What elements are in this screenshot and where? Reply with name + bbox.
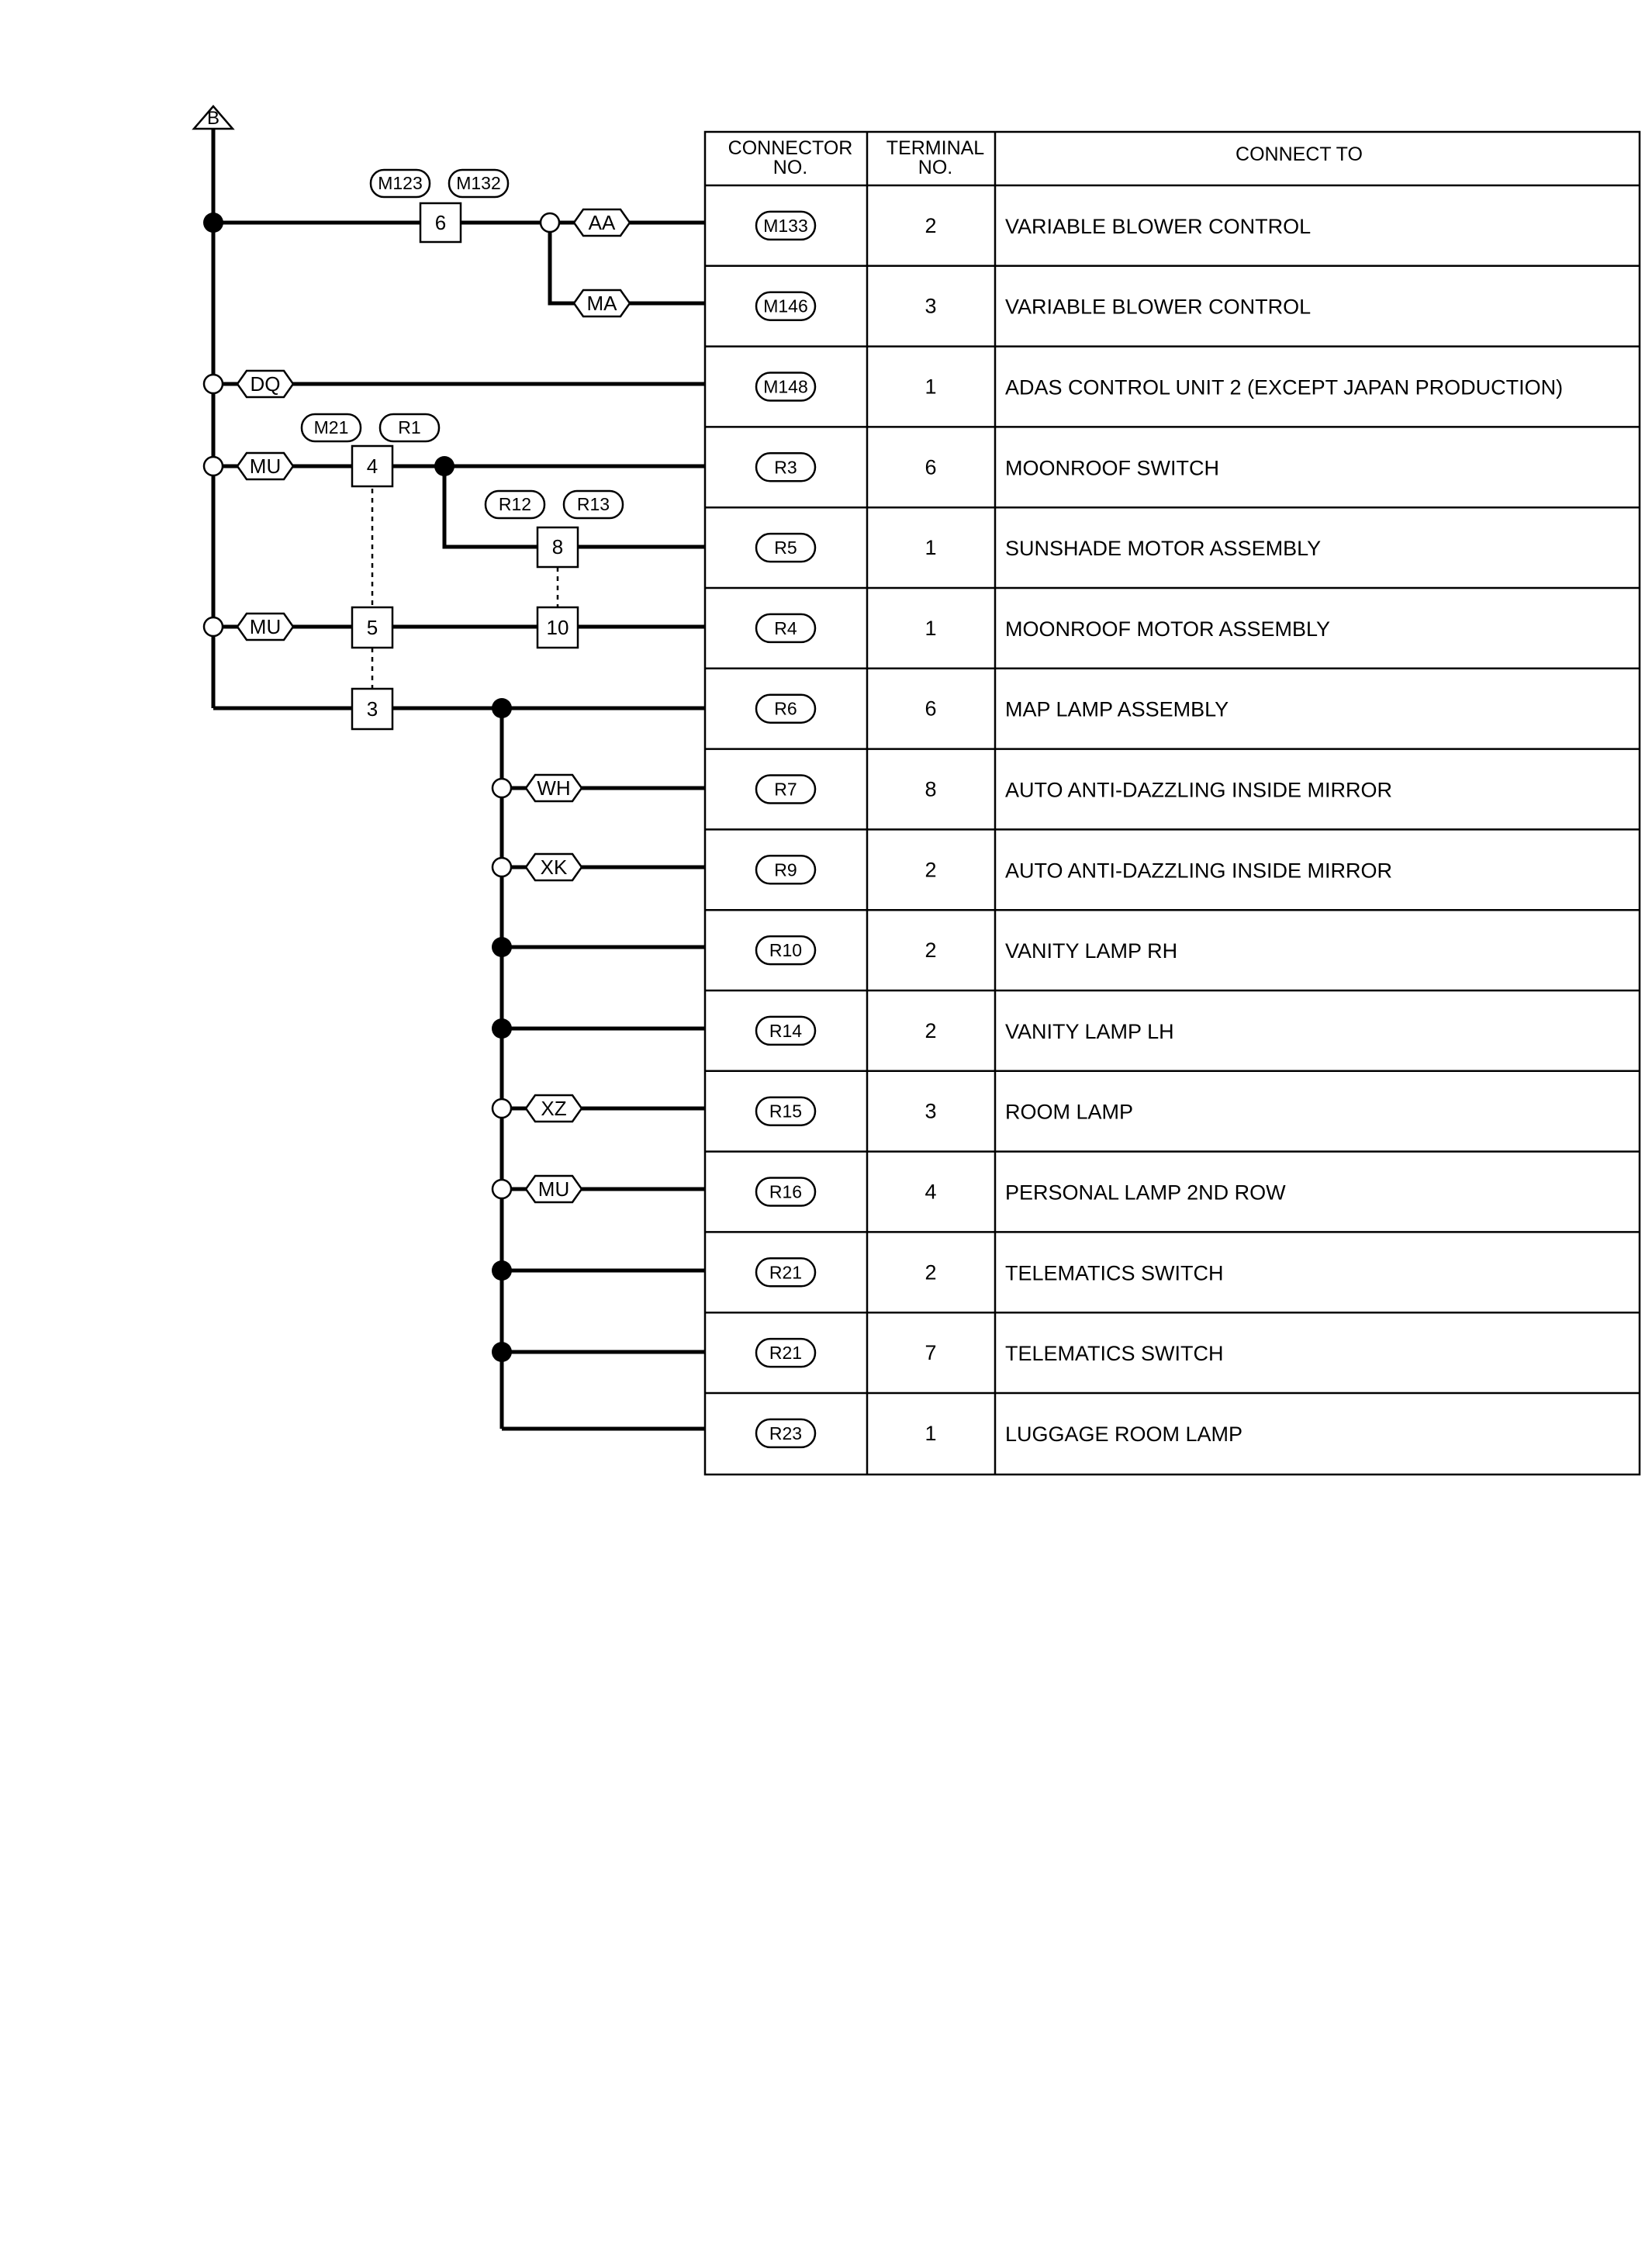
table-row — [756, 1339, 1224, 1367]
svg-text:8: 8 — [551, 535, 564, 558]
svg-text:MA: MA — [586, 292, 617, 315]
svg-text:5: 5 — [366, 616, 378, 639]
connector-number: R6 — [774, 698, 797, 719]
connector-number: R3 — [774, 457, 797, 478]
svg-text:M21: M21 — [313, 417, 349, 437]
connector-number: R5 — [774, 538, 797, 558]
harness-code-wh — [526, 775, 582, 801]
svg-text:3: 3 — [366, 697, 378, 721]
svg-text:MU: MU — [249, 455, 282, 478]
header-terminal-line1: TERMINAL — [886, 137, 985, 159]
header-terminal-line2: NO. — [918, 157, 953, 178]
connect-to-text: SUNSHADE MOTOR ASSEMBLY — [1005, 537, 1322, 561]
connector-number: R7 — [774, 779, 797, 800]
terminal-number: 2 — [924, 858, 937, 882]
connector-number: R16 — [769, 1181, 803, 1202]
svg-text:R1: R1 — [398, 417, 421, 437]
table-row — [756, 856, 1392, 883]
svg-text:R13: R13 — [576, 494, 610, 514]
connect-to-text: TELEMATICS SWITCH — [1005, 1261, 1224, 1285]
terminal-number: 3 — [924, 1099, 937, 1123]
table-row — [756, 373, 1563, 401]
terminal-number: 1 — [924, 616, 937, 640]
svg-text:MU: MU — [249, 615, 282, 638]
header-connector-line2: NO. — [772, 157, 808, 178]
connect-to-text: AUTO ANTI-DAZZLING INSIDE MIRROR — [1005, 778, 1393, 802]
table-row — [756, 614, 1330, 642]
connector-number: R14 — [769, 1020, 803, 1041]
harness-code-dq — [237, 371, 293, 397]
harness-code-ma — [574, 290, 630, 316]
terminal-number: 2 — [924, 1018, 937, 1042]
source-marker-b — [194, 106, 233, 129]
svg-text:XZ: XZ — [541, 1097, 567, 1120]
svg-text:M132: M132 — [456, 173, 501, 193]
connect-to-text: VARIABLE BLOWER CONTROL — [1005, 295, 1312, 319]
connect-to-text: MOONROOF MOTOR ASSEMBLY — [1005, 617, 1331, 641]
svg-text:WH: WH — [537, 776, 571, 800]
connector-number: R10 — [769, 940, 803, 961]
source-label: B — [206, 108, 220, 129]
svg-text:DQ: DQ — [250, 372, 281, 396]
terminal-number: 6 — [924, 455, 937, 479]
terminal-number: 1 — [924, 1421, 937, 1445]
terminal-number: 7 — [924, 1341, 937, 1365]
svg-text:XK: XK — [540, 856, 568, 879]
header-connector-line1: CONNECTOR — [728, 137, 853, 159]
connector-number: M148 — [763, 376, 808, 397]
svg-text:M123: M123 — [378, 173, 423, 193]
table-row — [756, 1178, 1286, 1206]
connect-to-text: LUGGAGE ROOM LAMP — [1005, 1422, 1243, 1446]
connect-to-text: TELEMATICS SWITCH — [1005, 1342, 1224, 1366]
splice-r12-r13 — [486, 491, 623, 648]
table-row — [756, 1098, 1133, 1125]
splice-m123-m132 — [371, 170, 508, 242]
connect-to-text: MOONROOF SWITCH — [1005, 456, 1219, 480]
svg-text:R12: R12 — [498, 494, 532, 514]
connect-to-text: ADAS CONTROL UNIT 2 (EXCEPT JAPAN PRODUCTION) — [1005, 375, 1564, 399]
connect-to-text: ROOM LAMP — [1005, 1100, 1134, 1124]
table-row — [756, 453, 1219, 481]
terminal-number: 3 — [924, 294, 937, 318]
terminal-number: 2 — [924, 939, 937, 963]
wires — [213, 129, 705, 1429]
table-row — [756, 776, 1392, 804]
table-header — [728, 137, 1363, 178]
connector-number: R21 — [769, 1343, 803, 1364]
harness-code-mu-a — [237, 453, 293, 479]
connector-number: R23 — [769, 1423, 803, 1443]
svg-text:MU: MU — [537, 1177, 570, 1201]
table-row — [756, 212, 1311, 240]
table-row — [756, 695, 1229, 723]
connect-to-text: MAP LAMP ASSEMBLY — [1005, 697, 1229, 721]
table-row — [756, 1419, 1242, 1447]
table-row — [756, 1258, 1224, 1286]
connect-to-text: VARIABLE BLOWER CONTROL — [1005, 214, 1312, 238]
terminal-number: 2 — [924, 213, 937, 237]
terminal-number: 1 — [924, 375, 937, 399]
table-row — [756, 1017, 1174, 1045]
terminal-number: 2 — [924, 1260, 937, 1284]
connector-number: R15 — [769, 1101, 803, 1122]
harness-code-xk — [526, 854, 582, 880]
terminal-number: 1 — [924, 536, 937, 560]
harness-code-mu-c — [526, 1176, 582, 1202]
connect-to-text: PERSONAL LAMP 2ND ROW — [1005, 1181, 1286, 1205]
connector-number: R9 — [774, 859, 797, 880]
splice-m21-r1 — [302, 414, 439, 729]
connector-number: M133 — [763, 215, 808, 236]
harness-code-mu-b — [237, 614, 293, 640]
table-row — [756, 534, 1321, 562]
svg-text:10: 10 — [546, 616, 569, 639]
terminal-number: 4 — [924, 1180, 937, 1204]
connect-to-text: VANITY LAMP LH — [1005, 1019, 1174, 1043]
svg-text:6: 6 — [434, 211, 447, 234]
table-row — [756, 292, 1311, 320]
terminal-number: 6 — [924, 697, 937, 721]
svg-text:AA: AA — [588, 211, 616, 234]
connector-number: R21 — [769, 1262, 803, 1283]
connect-to-text: VANITY LAMP RH — [1005, 939, 1178, 963]
harness-code-aa — [574, 209, 630, 236]
table-row — [756, 936, 1177, 964]
connector-number: R4 — [774, 617, 797, 638]
terminal-number: 8 — [924, 777, 937, 801]
harness-code-xz — [526, 1095, 582, 1122]
connect-to-text: AUTO ANTI-DAZZLING INSIDE MIRROR — [1005, 859, 1393, 883]
svg-text:4: 4 — [366, 455, 378, 478]
connector-number: M146 — [763, 296, 808, 316]
header-connect-to: CONNECT TO — [1236, 143, 1363, 165]
